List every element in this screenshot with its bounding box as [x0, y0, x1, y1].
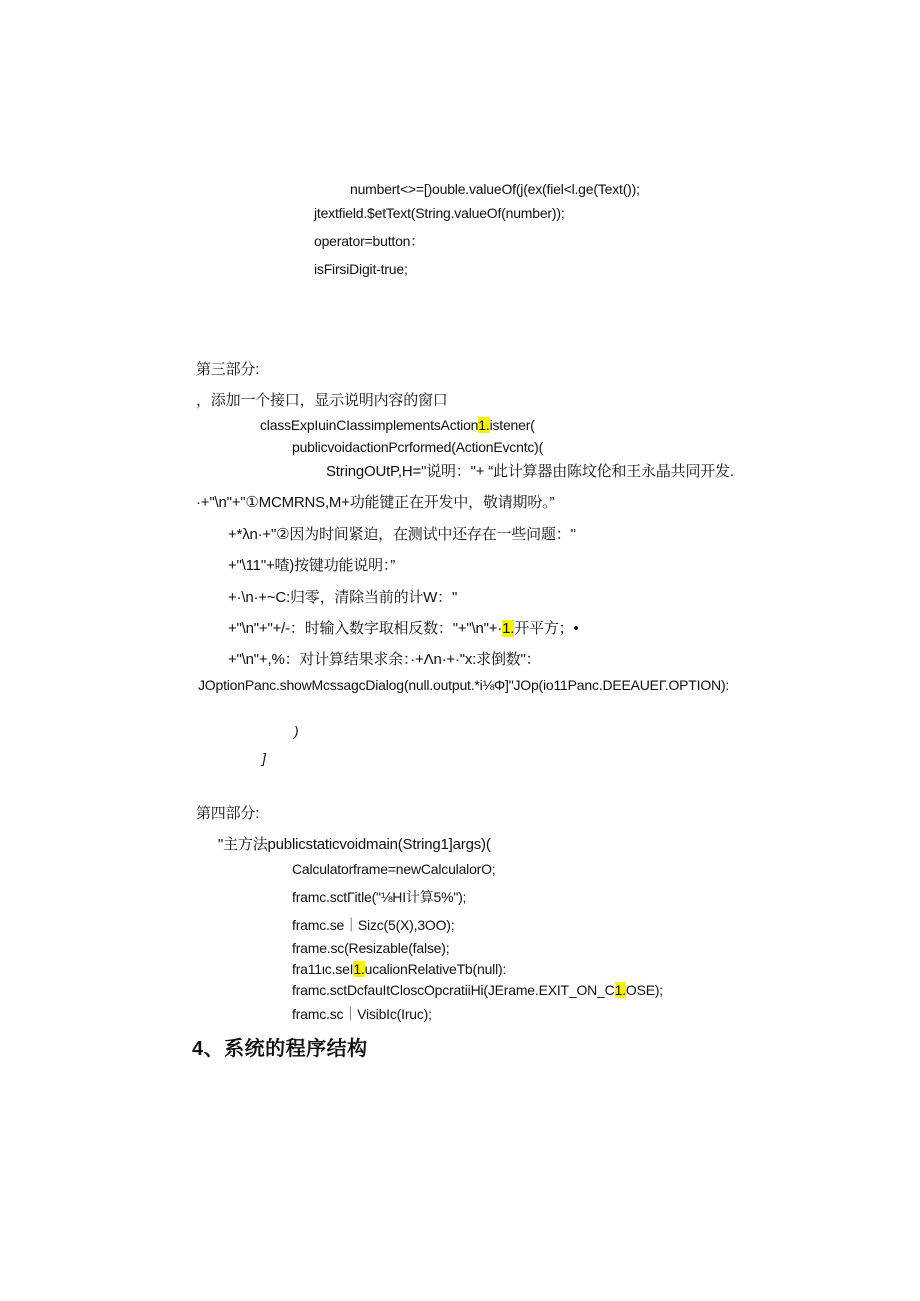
- part3-description: ，添加一个接口，显示说明内容的窗口: [196, 392, 448, 409]
- code-line: operator=button：: [314, 233, 425, 249]
- code-line: [292, 981, 663, 999]
- section-heading: 4、系统的程序结构: [192, 1038, 368, 1060]
- code-text: ucalionRelativeTb(null):: [364, 961, 507, 977]
- code-line: framc.sc｜VisibIc(Iruc);: [292, 1006, 432, 1022]
- code-text: framc.sctDcfauItCloscOpcratiiHi(JErame.EXIT_ON_C: [292, 982, 615, 998]
- code-line-class-declaration: [260, 416, 535, 434]
- highlight: 1.: [614, 982, 626, 998]
- code-line: framc.sctΓitle("⅛HI计算5%");: [292, 889, 467, 905]
- code-text: istener(: [489, 417, 535, 433]
- code-text: 开平方；•: [514, 620, 579, 637]
- code-text: fra11ιc.seI: [292, 961, 354, 977]
- code-line-main: "主方法publicstaticvoidmain(String1]args)(: [218, 836, 491, 853]
- code-text: classExpIuinCIassimplementsAction: [260, 417, 479, 433]
- code-line: framc.se｜Sizc(5(X),3OO);: [292, 917, 455, 933]
- code-line: [228, 620, 579, 638]
- highlight: 1.: [478, 417, 490, 433]
- code-line-closing: ): [294, 723, 299, 739]
- code-line: +"\11"+喳)按键功能说明：”: [228, 557, 395, 574]
- highlight: 1.: [353, 961, 365, 977]
- code-line: ·+"\n"+"①MCMRNS,M+功能键正在开发中，敬请期吩。”: [196, 494, 555, 511]
- code-line: numbert<>=[)ouble.valueOf(j(ex(fiel<l.ge(Text());: [350, 181, 640, 197]
- code-line: StringOUtP,H="说明："+ “此计算器由陈坟伦和王永晶共同开发.: [326, 463, 734, 480]
- code-line: publicvoidactionPcrformed(ActionEvcntc)(: [292, 439, 544, 455]
- code-line: jtextfield.$etText(String.valueOf(number));: [314, 205, 565, 221]
- code-line: Calculatorframe=newCalculalorO;: [292, 861, 496, 877]
- highlight: 1.: [502, 620, 515, 637]
- code-line: +*λn·+"②因为时间紧迫，在测试中还存在一些问题：": [228, 526, 576, 543]
- section-label-part4: 第四部分:: [196, 805, 260, 822]
- code-line: frame.sc(Resizable(false);: [292, 940, 450, 956]
- code-line-closing: ]: [262, 750, 266, 766]
- section-label-part3: 第三部分:: [196, 361, 260, 378]
- code-line: JOptionPanc.showMcssagcDialog(null.output.*i⅛Φ]"JOp(io11Panc.DEEAUEΓ.OPTION):: [198, 677, 730, 693]
- code-text: +"\n"+"+/-：时输入数字取相反数："+"\n"+·: [228, 620, 503, 637]
- code-line: +·\n·+~C:归零，清除当前的计W：": [228, 589, 458, 606]
- code-line: +"\n"+,%：对计算结果求余：·+Λn·+·"x:求倒数"：: [228, 651, 541, 668]
- code-line: [292, 960, 506, 978]
- code-line: isFirsiDigit-true;: [314, 261, 408, 277]
- code-text: OSE);: [625, 982, 663, 998]
